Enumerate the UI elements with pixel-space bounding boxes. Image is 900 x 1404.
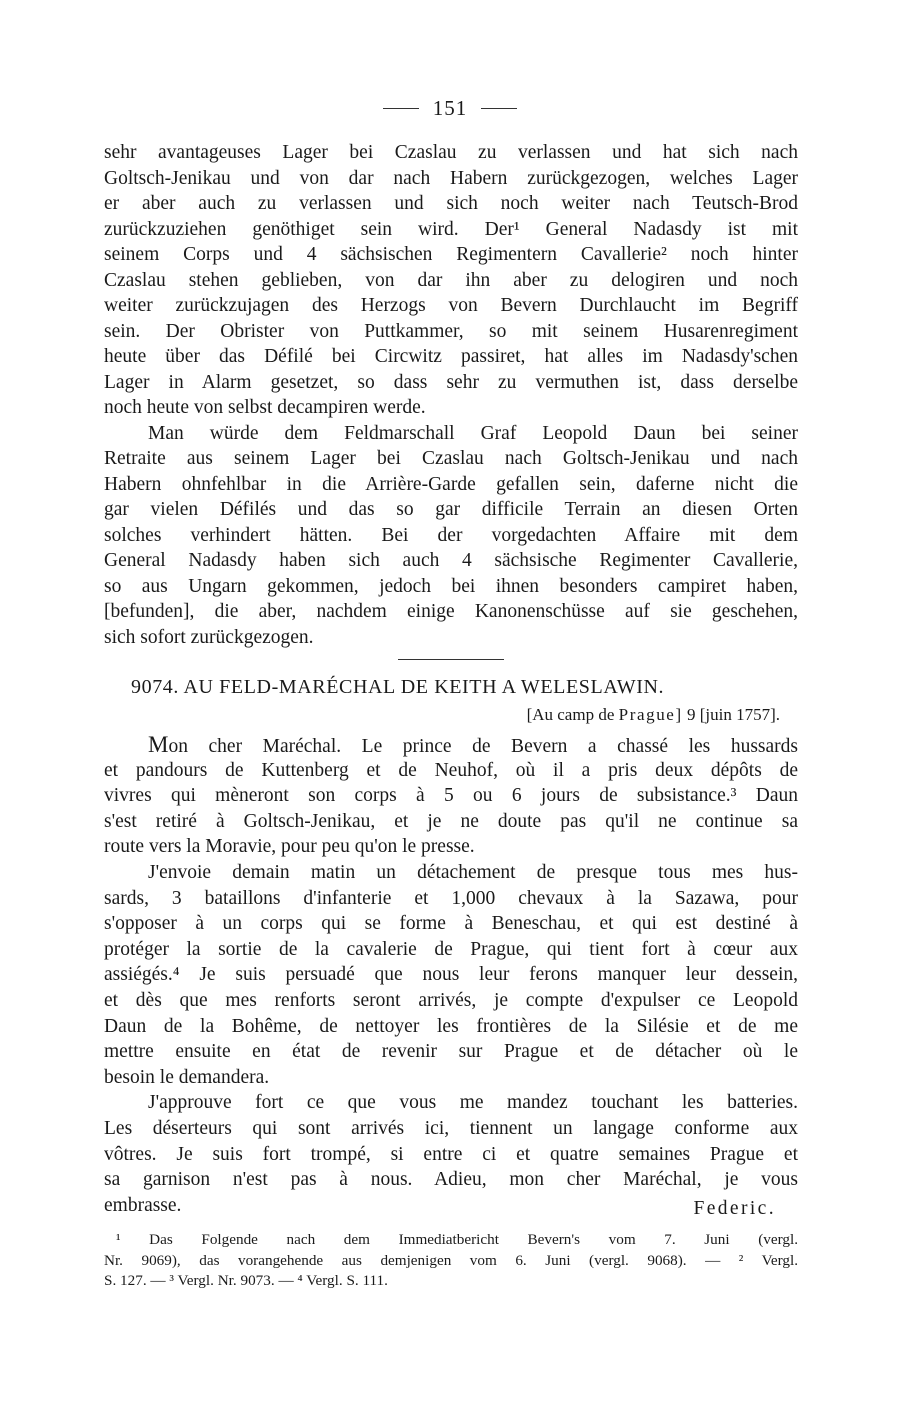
text-line: Retraite aus seinem Lager bei Czaslau nach Goltsch-Jenikau und nach [104, 448, 798, 469]
text-line: Man würde dem Feldmarschall Graf Leopold Daun bei seiner [148, 422, 798, 444]
letter-line: vôtres. Je suis fort trompé, si entre ci et quatre semaines Prague et [104, 1143, 798, 1165]
letter-line: s'opposer à un corps qui se forme à Beneschau, et qui est destiné à [104, 913, 798, 935]
footnote-line: Nr. 9069), das vorangehende aus demjenigen vom 6. Juni (vergl. 9068). — ² Vergl. [104, 1251, 798, 1269]
letter-line: route vers la Moravie, pour peu qu'on le presse. [104, 836, 475, 858]
dateline-prefix: [Au camp de [526, 705, 615, 724]
text-line: weiter zurückzujagen des Herzogs von Bevern Durchlaucht im Begriff [104, 295, 798, 316]
text-line: Goltsch-Jenikau und von dar nach Habern zurückgezogen, welches Lager [104, 167, 798, 189]
page-header [0, 93, 900, 123]
text-line: er aber auch zu verlassen und sich noch weiter nach Teutsch-Brod [104, 193, 798, 214]
signature: Federic. [693, 1198, 776, 1219]
letter-line: et pandours de Kuttenberg et de Neuhof, où il a pris deux dépôts de [104, 759, 798, 781]
letter-line: s'est retiré à Goltsch-Jenikau, et je ne doute pas qu'il ne continue sa [104, 810, 798, 832]
letter-line: mettre ensuite en état de revenir sur Prague et de détacher où le [104, 1041, 798, 1063]
letter-number: 9074. [131, 676, 179, 698]
text-line: Habern ohnfehlbar in die Arrière-Garde gefallen sein, daferne nicht die [104, 473, 798, 495]
letter-line: Les déserteurs qui sont arrivés ici, tiennent un langage conforme aux [104, 1117, 798, 1139]
text-line: [befunden], die aber, nachdem einige Kanonenschüsse auf sie geschehen, [104, 601, 798, 622]
letter-heading [131, 676, 791, 699]
footnote-line: S. 127. — ³ Vergl. Nr. 9073. — ⁴ Vergl. S. 111. [104, 1272, 388, 1289]
header-rule-right [481, 108, 517, 109]
footnote-line: ¹ Das Folgende nach dem Immediatbericht Bevern's vom 7. Juni (vergl. [116, 1231, 798, 1248]
text-line: sich sofort zurückgezogen. [104, 626, 314, 648]
letter-line: J'envoie demain matin un détachement de presque tous mes hus- [148, 861, 798, 883]
text-line: solches verhindert hätten. Bei der vorgedachten Affaire mit dem [104, 524, 798, 546]
text-line: zurückzuziehen genöthiget sein wird. Der¹ General Nadasdy ist mit [104, 218, 798, 240]
footnotes [104, 1230, 798, 1292]
dateline-place: Prague] [618, 705, 683, 724]
text-line: noch heute von selbst decampiren werde. [104, 397, 426, 418]
letter-line: vivres qui mèneront son corps à 5 ou 6 jours de subsistance.³ Daun [104, 785, 798, 807]
text-line: Czaslau stehen geblieben, von dar ihn aber zu delogiren und noch [104, 269, 798, 291]
letter-line: embrasse. [104, 1194, 182, 1216]
text-line: heute über das Défilé bei Circwitz passiret, hat alles im Nadasdy'schen [104, 346, 798, 367]
page-number: 151 [432, 95, 468, 120]
letter-body [104, 732, 798, 1218]
letter-line: Daun de la Bohême, de nettoyer les frontières de la Silésie et de me [104, 1015, 798, 1037]
letter-line: protéger la sortie de la cavalerie de Prague, qui tient fort à cœur aux [104, 938, 798, 960]
section-divider [398, 659, 504, 660]
letter-line-opening [104, 732, 798, 758]
text-line: Lager in Alarm gesetzet, so dass sehr zu vermuthen ist, dass derselbe [104, 371, 798, 393]
letter-line: et dès que mes renforts seront arrivés, je compte d'expulser ce Leopold [104, 989, 798, 1011]
text-line: so aus Ungarn gekommen, jedoch bei ihnen besonders campiret haben, [104, 575, 798, 597]
dateline-suffix: 9 [juin 1757]. [686, 705, 780, 724]
opening-text: on cher Maréchal. Le prince de Bevern a chassé les hussards [168, 736, 798, 757]
text-line: General Nadasdy haben sich auch 4 sächsische Regimenter Cavallerie, [104, 550, 798, 571]
letter-line: besoin le demandera. [104, 1066, 270, 1088]
text-line: sein. Der Obrister von Puttkammer, so mit seinem Husarenregiment [104, 320, 798, 342]
header-rule-left [383, 108, 419, 109]
letter-line: sa garnison n'est pas à nous. Adieu, mon cher Maréchal, je vous [104, 1169, 798, 1191]
opening-initial: M [148, 732, 169, 757]
text-line: sehr avantageuses Lager bei Czaslau zu verlassen und hat sich nach [104, 142, 798, 163]
german-text-block [104, 140, 798, 650]
letter-title: AU FELD-MARÉCHAL DE KEITH A WELESLAWIN. [183, 676, 665, 698]
letter-line: sards, 3 bataillons d'infanterie et 1,000 chevaux à la Sazawa, pour [104, 887, 798, 909]
letter-line: J'approuve fort ce que vous me mandez touchant les batteries. [148, 1092, 798, 1114]
letter-line: assiégés.⁴ Je suis persuadé que nous leur ferons manquer leur dessein, [104, 964, 798, 986]
text-line: seinem Corps und 4 sächsischen Regimentern Cavallerie² noch hinter [104, 244, 798, 265]
letter-dateline [104, 705, 780, 725]
text-line: gar vielen Défilés und das so gar difficile Terrain an diesen Orten [104, 499, 798, 520]
